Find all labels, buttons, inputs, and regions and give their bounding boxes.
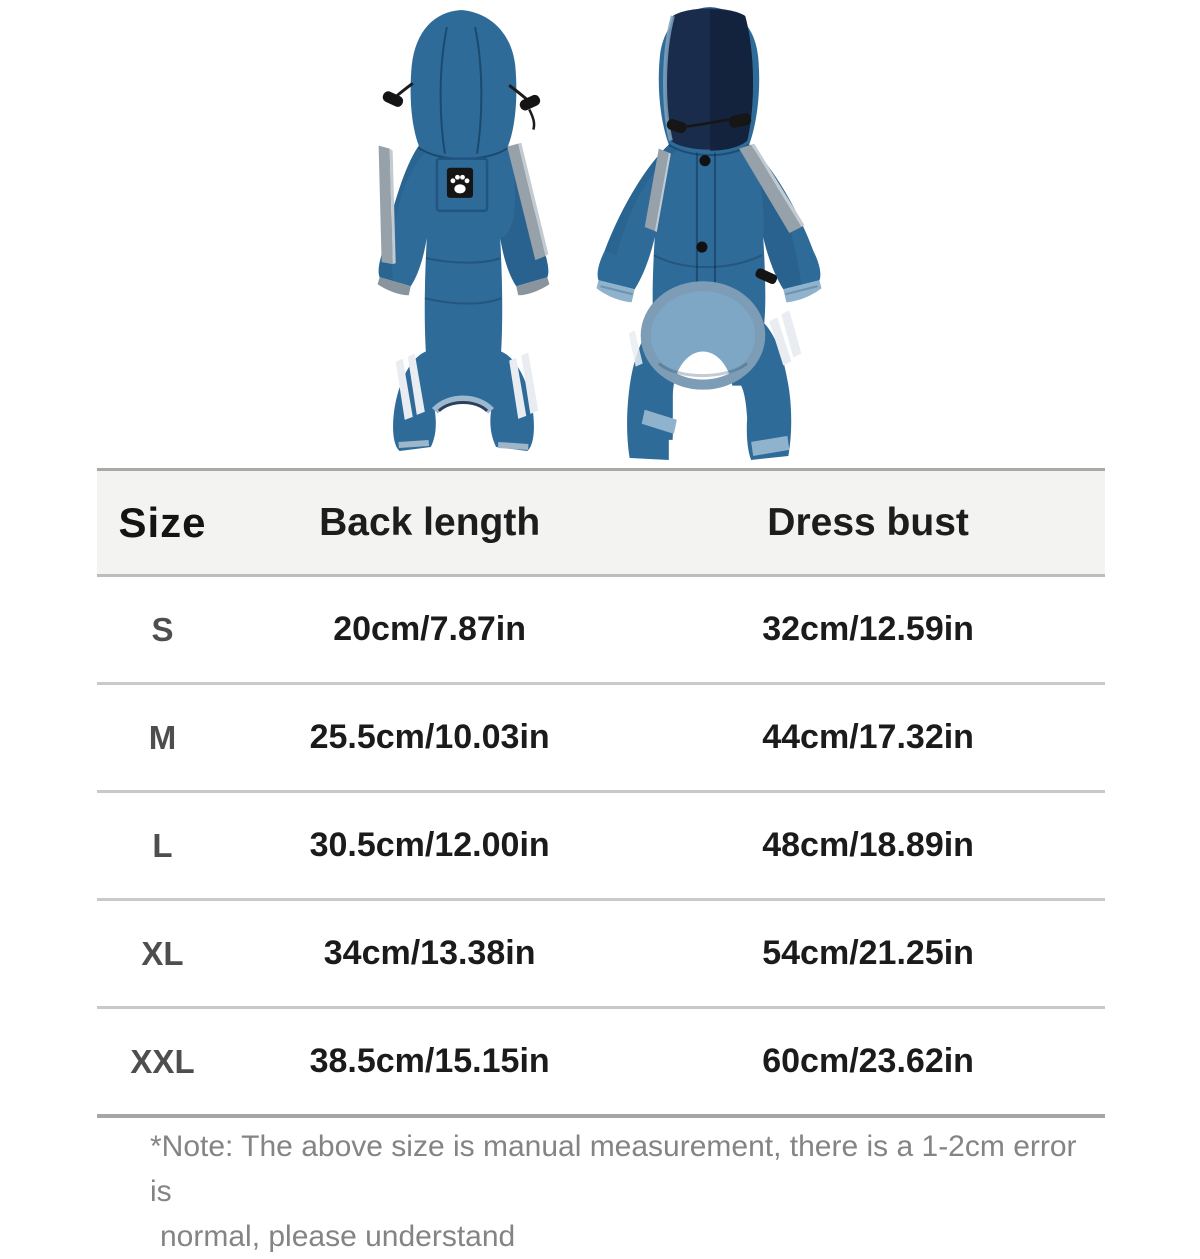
note-line-1: *Note: The above size is manual measurement, there is a 1-2cm error is [150,1130,1077,1208]
raincoat-back-view-image [368,5,565,455]
measurement-note [150,1124,1090,1259]
note-line-2: normal, please understand [160,1220,516,1253]
back-length-value: 20cm/7.87in [333,610,527,648]
size-table-header [97,471,1105,577]
back-length-value: 38.5cm/15.15in [309,1042,550,1080]
column-header-size: Size [118,498,207,546]
table-row-l [97,793,1105,901]
hood-opening [665,9,753,156]
raincoat-front-view-image [588,2,835,468]
column-header-dress-bust: Dress bust [767,500,969,544]
size-label: XXL [130,1042,195,1080]
size-label: M [148,718,177,756]
back-length-value: 25.5cm/10.03in [309,718,550,756]
table-row-s [97,577,1105,685]
dress-bust-value: 32cm/12.59in [762,610,974,648]
size-label: S [151,610,174,648]
size-label: XL [141,934,184,972]
table-row-m [97,685,1105,793]
hood-toggle-left [381,83,413,108]
column-header-back-length: Back length [319,500,541,544]
dress-bust-value: 44cm/17.32in [762,718,974,756]
table-row-xxl [97,1009,1105,1114]
size-label: L [152,826,173,864]
dress-bust-value: 54cm/21.25in [762,934,974,972]
back-length-value: 30.5cm/12.00in [309,826,550,864]
dress-bust-value: 60cm/23.62in [762,1042,974,1080]
back-length-value: 34cm/13.38in [323,934,536,972]
product-photo-area [0,0,1200,468]
back-pocket-patch [437,159,487,211]
dress-bust-value: 48cm/18.89in [762,826,974,864]
table-row-xl [97,901,1105,1009]
size-table [97,468,1105,1118]
